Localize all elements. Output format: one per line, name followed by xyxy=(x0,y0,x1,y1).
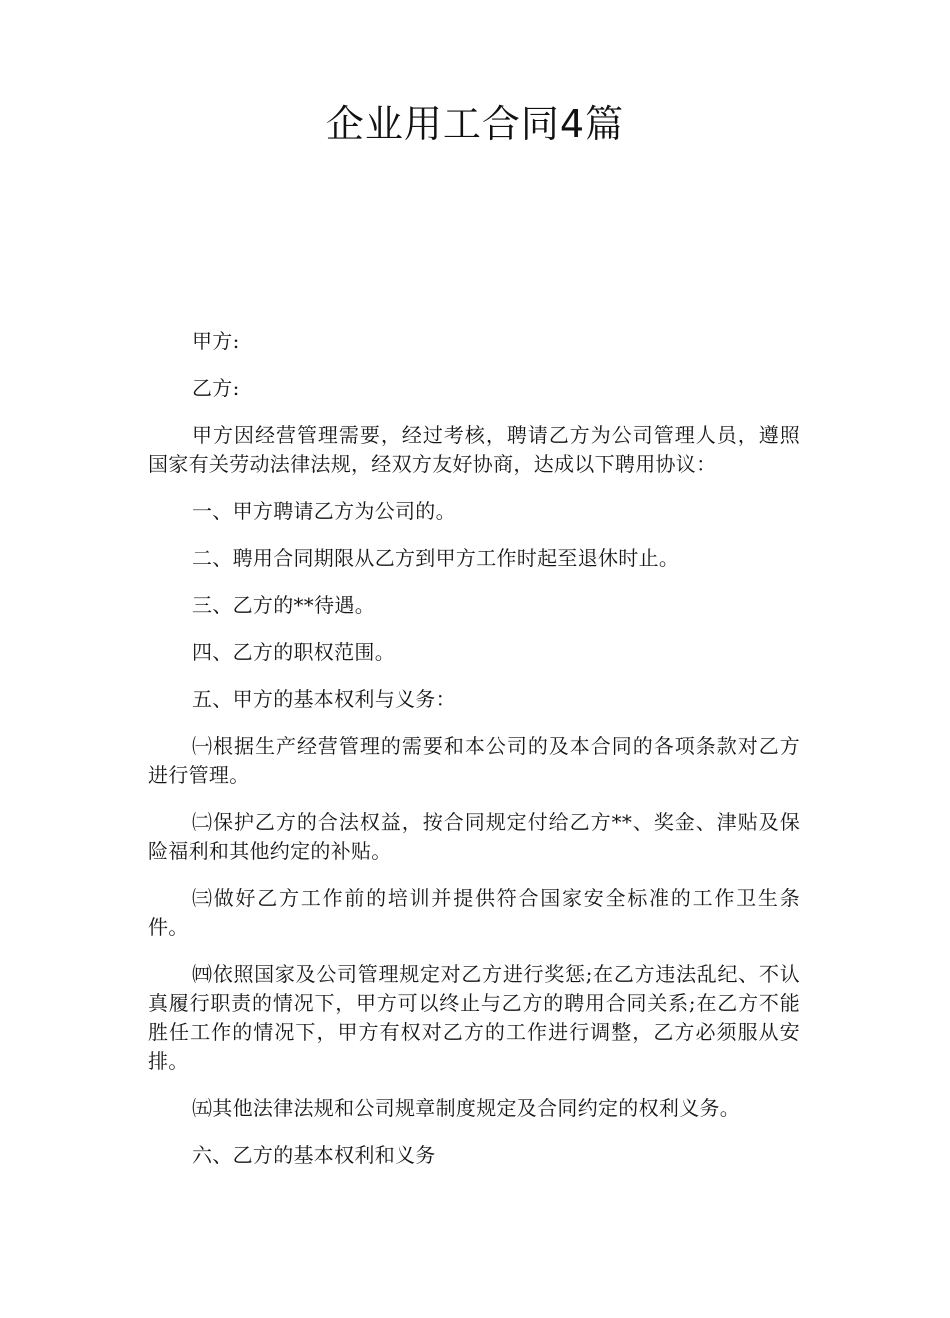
document-title: 企业用工合同4篇 xyxy=(325,102,625,146)
clause-2: 二、聘用合同期限从乙方到甲方工作时起至退休时止。 xyxy=(192,546,680,570)
clause-6-heading: 六、乙方的基本权利和义务 xyxy=(192,1143,436,1167)
party-b-line: 乙方: xyxy=(192,376,240,400)
clause-5-item-4: ㈣依照国家及公司管理规定对乙方进行奖惩;在乙方违法乱纪、不认真履行职责的情况下，甲方可以终止与乙方的聘用合同关系;在乙方不能胜任工作的情况下，甲方有权对乙方的工作进行调整，乙方必须服从安排。 xyxy=(148,962,800,1073)
clause-5-item-3: ㈢做好乙方工作前的培训并提供符合国家安全标准的工作卫生条件。 xyxy=(148,886,800,939)
party-a-line: 甲方: xyxy=(192,329,240,353)
clause-1: 一、甲方聘请乙方为公司的。 xyxy=(192,499,456,523)
clause-3: 三、乙方的**待遇。 xyxy=(192,593,375,617)
clause-5-heading: 五、甲方的基本权利与义务： xyxy=(192,687,456,711)
clause-5-item-1: ㈠根据生产经营管理的需要和本公司的及本合同的各项条款对乙方进行管理。 xyxy=(148,734,800,787)
preamble-paragraph: 甲方因经营管理需要，经过考核，聘请乙方为公司管理人员，遵照国家有关劳动法律法规，经双方友好协商，达成以下聘用协议： xyxy=(148,423,800,476)
clause-4: 四、乙方的职权范围。 xyxy=(192,640,395,664)
document-body xyxy=(148,327,800,1188)
clause-5-item-2: ㈡保护乙方的合法权益，按合同规定付给乙方**、奖金、津贴及保险福利和其他约定的补贴。 xyxy=(148,810,800,863)
clause-5-item-5: ㈤其他法律法规和公司规章制度规定及合同约定的权利义务。 xyxy=(192,1096,741,1120)
